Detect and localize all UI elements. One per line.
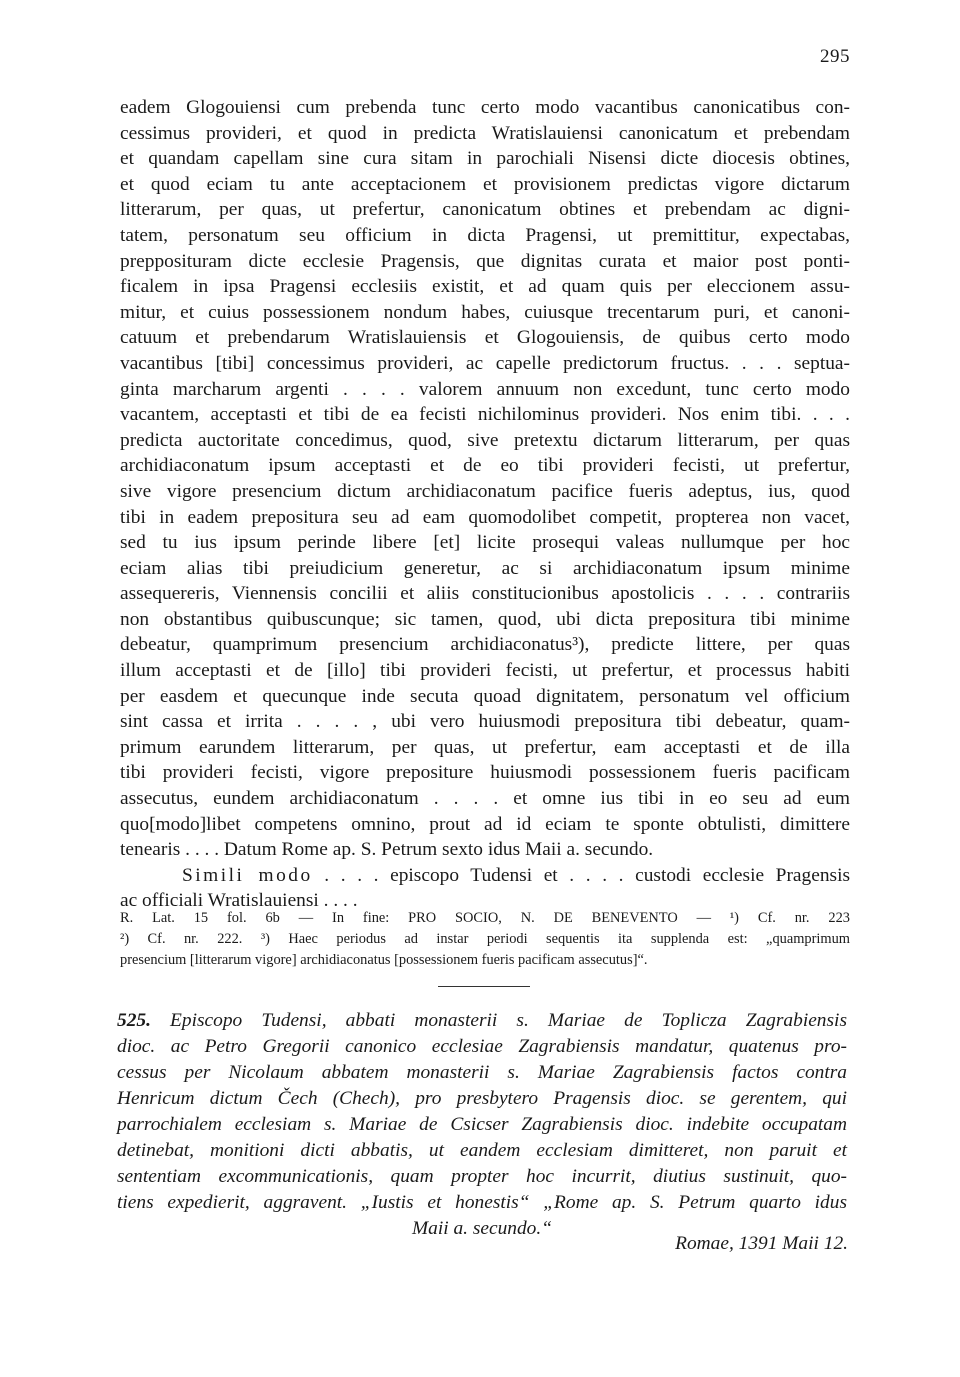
text-line: litterarum, per quas, ut prefertur, canonicatum obtines et prebendam ac digni- [120, 199, 850, 221]
text-line-simili-end: ac officiali Wratislauiensi . . . . [120, 890, 358, 912]
regest-line: cessus per Nicolaum abbatem monasterii s. Mariae Zagrabiensis factos contra [117, 1062, 847, 1083]
text-line: ficalem in ipsa Pragensi ecclesiis existit, et ad quam quis per eleccionem assu- [120, 276, 850, 298]
text-line: tatem, personatum seu officium in dicta Pragensi, ut premittitur, expectabas, [120, 224, 850, 246]
page-number: 295 [820, 46, 850, 67]
text-line: sint cassa et irrita . . . . , ubi vero huiusmodi prepositura tibi debeatur, quam- [120, 711, 850, 733]
regest-line: dioc. ac Petro Gregorii canonico ecclesiae Zagrabiensis mandatur, quatenus pro- [117, 1036, 847, 1057]
footnotes [120, 908, 850, 971]
text-line: debeatur, quamprimum presencium archidiaconatus³), predicte littere, per quas [120, 634, 850, 656]
text-line: et quandam capellam sine cura sitam in parochiali Nisensi dicte diocesis obtines, [120, 148, 850, 170]
regest-line: Henricum dictum Čech (Chech), pro presbytero Pragensis dioc. se gerentem, qui [117, 1088, 847, 1109]
text-line: vacantem, acceptasti et tibi de ea fecisti nichilominus provideri. Nos enim tibi. . . . [120, 404, 850, 426]
text-line: et quod eciam tu ante acceptacionem et provisionem predictas vigore dictarum [120, 173, 850, 195]
date-line: Romae, 1391 Maii 12. [675, 1233, 848, 1254]
text-line: predicta auctoritate concedimus, quod, sive pretextu dictarum litterarum, per quas [120, 429, 850, 451]
text-line: eciam alias tibi preiudicium generetur, ac si archidiaconatum ipsum minime [120, 557, 850, 579]
text-line: tibi provideri fecisti, vigore prepositure huiusmodi possessionem fueris pacificam [120, 762, 850, 784]
text-line: archidiaconatum ipsum acceptasti et de eo tibi provideri fecisti, ut prefertur, [120, 455, 850, 477]
footnote-line: presencium [litterarum vigore] archidiaconatus [possessionem fueris pacificam assecutus]“. [120, 952, 648, 968]
regest-number: 525. [117, 1010, 151, 1031]
regest-line: tiens expedierit, aggravent. „Iustis et honestis“ „Rome ap. S. Petrum quarto idus [117, 1192, 847, 1213]
text-line: catuum et prebendarum Wratislauiensis et Glogouiensis, de quibus certo modo [120, 327, 850, 349]
text-line: vacantibus [tibi] concessimus provideri, ac capelle predictorum fructus. . . . septua- [120, 352, 850, 374]
regest-line-last: Maii a. secundo.“ [411, 1218, 553, 1239]
text-line: cessimus provideri, et quod in predicta Wratislauiensi canonicatum et prebendam [120, 122, 850, 144]
regest-line: detinebat, monitioni dicti abbatis, ut eandem ecclesiam dimitteret, non paruit et [117, 1140, 847, 1161]
text-line: ginta marcharum argenti . . . . valorem annuum non excedunt, tunc certo modo [120, 378, 850, 400]
footnote-line: R. Lat. 15 fol. 6b — In fine: PRO SOCIO, N. DE BENEVENTO — ¹) Cf. nr. 223 [120, 910, 850, 926]
section-divider [438, 986, 530, 987]
text-line: illum acceptasti et de [illo] tibi provideri fecisti, ut prefertur, et processus habiti [120, 660, 850, 682]
text-line: assecutus, eundem archidiaconatum . . . . et omne ius tibi in eo seu ad eum [120, 788, 850, 810]
text-line: per easdem et quecunque inde secuta quoad dignitatem, personatum vel officium [120, 685, 850, 707]
footnote-line: ²) Cf. nr. 222. ³) Haec periodus ad instar periodi sequentis ita supplenda est: „quamprimum [120, 931, 850, 947]
text-line: quo[modo]libet competens omnino, prout ad id eciam te sponte obtulisti, dimittere [120, 813, 850, 835]
text-line: eadem Glogouiensi cum prebenda tunc certo modo vacantibus canonicatibus con- [120, 97, 850, 118]
text-line: mitur, et cuius possessionem nondum habes, cuiusque trecentarum puri, et canoni- [120, 301, 850, 323]
regest-line: parrochialem ecclesiam s. Mariae de Csicser Zagrabiensis dioc. indebite occupatam [117, 1114, 847, 1135]
regest-line: sententiam excommunicationis, quam propter hoc incurrit, diutius sustinuit, quo- [117, 1166, 847, 1187]
regest-line [117, 1008, 847, 1034]
text-line: prepposituram dicte ecclesie Pragensis, que dignitas curata et maior post ponti- [120, 250, 850, 272]
text-line: primum earundem litterarum, per quas, ut prefertur, eam acceptasti et de illa [120, 736, 850, 758]
simili-rest: . . . . episcopo Tudensi et . . . . custodi ecclesie Pragensis [312, 864, 851, 886]
text-line: non obstantibus quibuscunque; sic tamen, quod, ubi dicta prepositura tibi minime [120, 608, 850, 630]
text-line: sed tu ius ipsum perinde libere [et] licite prosequi valeas nullumque per hoc [120, 532, 850, 554]
text-line: sive vigore presencium dictum archidiaconatum pacifice fueris adeptus, ius, quod [120, 480, 850, 502]
regest-first-line-text: Episcopo Tudensi, abbati monasterii s. Mariae de Toplicza Zagrabiensis [150, 1010, 847, 1031]
text-line: assequereris, Viennensis concilii et aliis constitucionibus apostolicis . . . . contrariis [120, 583, 850, 605]
text-line: tenearis . . . . Datum Rome ap. S. Petrum sexto idus Maii a. secundo. [120, 839, 654, 861]
text-line-simili [120, 863, 850, 889]
simili-spaced: Simili modo [182, 864, 313, 886]
main-text [120, 95, 850, 914]
text-line: tibi in eadem prepositura seu ad eam quomodolibet competit, propterea non vacet, [120, 506, 850, 528]
regest-525 [117, 1008, 847, 1242]
